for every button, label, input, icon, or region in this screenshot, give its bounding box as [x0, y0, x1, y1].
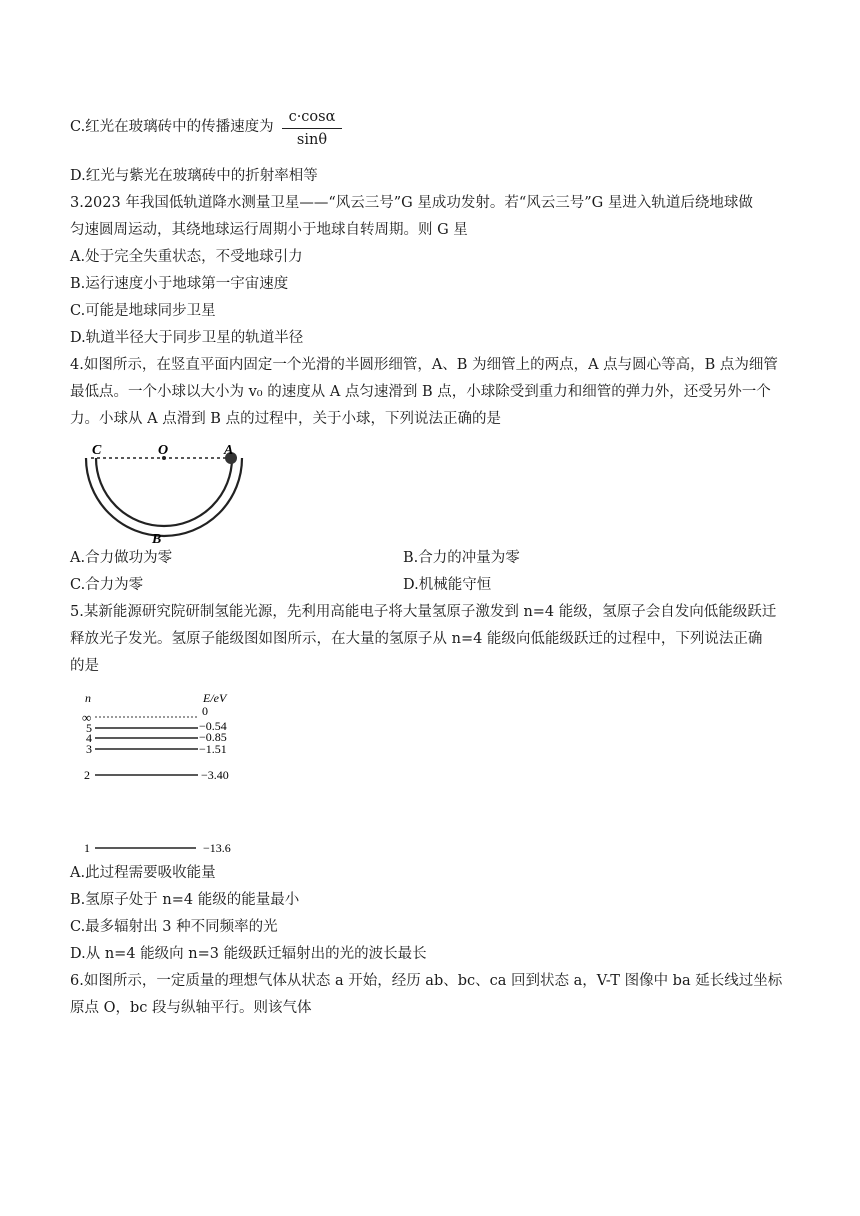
level-e-2: −3.40	[201, 768, 229, 782]
level-n-1: 1	[84, 841, 90, 855]
label-a: A	[224, 443, 234, 458]
q5-option-d: D.从 n=4 能级向 n=3 能级跃迁辐射出的光的波长最长	[70, 946, 427, 962]
level-n-2: 2	[84, 768, 90, 782]
fraction-denominator: sinθ	[296, 132, 328, 148]
q6-stem-line2: 原点 O，bc 段与纵轴平行。则该气体	[70, 1000, 312, 1016]
level-n-inf: ∞	[82, 710, 92, 725]
fraction-numerator: c·cosα	[288, 109, 336, 125]
tube-inner-wall	[96, 458, 232, 526]
q3-option-d: D.轨道半径大于同步卫星的轨道半径	[70, 330, 304, 346]
q4-stem-line1: 4.如图所示，在竖直平面内固定一个光滑的半圆形细管，A、B 为细管上的两点，A 点与圆心等高，B 点为细管	[70, 357, 778, 373]
level-n-3: 3	[86, 742, 92, 756]
level-e-inf: 0	[202, 704, 208, 718]
level-n-4: 4	[86, 731, 92, 745]
q5-stem-line3: 的是	[70, 658, 99, 674]
level-e-4: −0.85	[199, 730, 227, 744]
q5-stem-line1: 5.某新能源研究院研制氢能光源，先利用高能电子将大量氢原子激发到 n=4 能级，氢原子会自发向低能级跃迁	[70, 604, 777, 620]
q3-stem-line2: 匀速圆周运动，其绕地球运行周期小于地球自转周期。则 G 星	[70, 222, 468, 238]
q6-stem-line1: 6.如图所示，一定质量的理想气体从状态 a 开始，经历 ab、bc、ca 回到状态 a，V-T 图像中 ba 延长线过坐标	[70, 973, 783, 989]
q4-option-c: C.合力为零	[70, 577, 144, 593]
fraction-bar	[282, 128, 342, 129]
label-o: O	[158, 443, 169, 458]
q4-stem-line3: 力。小球从 A 点滑到 B 点的过程中，关于小球，下列说法正确的是	[70, 411, 502, 427]
q2-option-c-text: C.红光在玻璃砖中的传播速度为	[70, 119, 274, 135]
q4-option-a: A.合力做功为零	[70, 550, 173, 566]
q5-option-c: C.最多辐射出 3 种不同频率的光	[70, 919, 278, 935]
q4-option-b: B.合力的冲量为零	[403, 550, 520, 566]
q4-option-d: D.机械能守恒	[403, 577, 492, 593]
q4-stem-line2: 最低点。一个小球以大小为 v₀ 的速度从 A 点匀速滑到 B 点，小球除受到重力和细管的弹力外，还受另外一个	[70, 384, 771, 400]
axis-label-energy: E/eV	[203, 691, 227, 705]
axis-label-n: n	[85, 691, 91, 705]
q3-option-b: B.运行速度小于地球第一宇宙速度	[70, 276, 289, 292]
hydrogen-energy-level-diagram	[78, 690, 248, 860]
label-b: B	[152, 532, 162, 546]
q2-option-c-fraction	[282, 108, 342, 149]
q5-option-b: B.氢原子处于 n=4 能级的能量最小	[70, 892, 300, 908]
level-e-3: −1.51	[199, 742, 227, 756]
q3-stem-line1: 3.2023 年我国低轨道降水测量卫星——“风云三号”G 星成功发射。若“风云三号”G 星进入轨道后绕地球做	[70, 195, 753, 211]
label-c: C	[92, 443, 102, 458]
level-e-1: −13.6	[203, 841, 231, 855]
q2-option-d: D.红光与紫光在玻璃砖中的折射率相等	[70, 168, 318, 184]
q3-option-c: C.可能是地球同步卫星	[70, 303, 216, 319]
q3-option-a: A.处于完全失重状态，不受地球引力	[70, 249, 303, 265]
q2-option-c	[70, 117, 274, 137]
level-e-5: −0.54	[199, 719, 227, 733]
q5-stem-line2: 释放光子发光。氢原子能级图如图所示，在大量的氢原子从 n=4 能级向低能级跃迁的过程中，下列说法正确	[70, 631, 763, 647]
semicircle-tube-figure	[78, 440, 253, 546]
level-n-5: 5	[86, 721, 92, 735]
q5-option-a: A.此过程需要吸收能量	[70, 865, 216, 881]
